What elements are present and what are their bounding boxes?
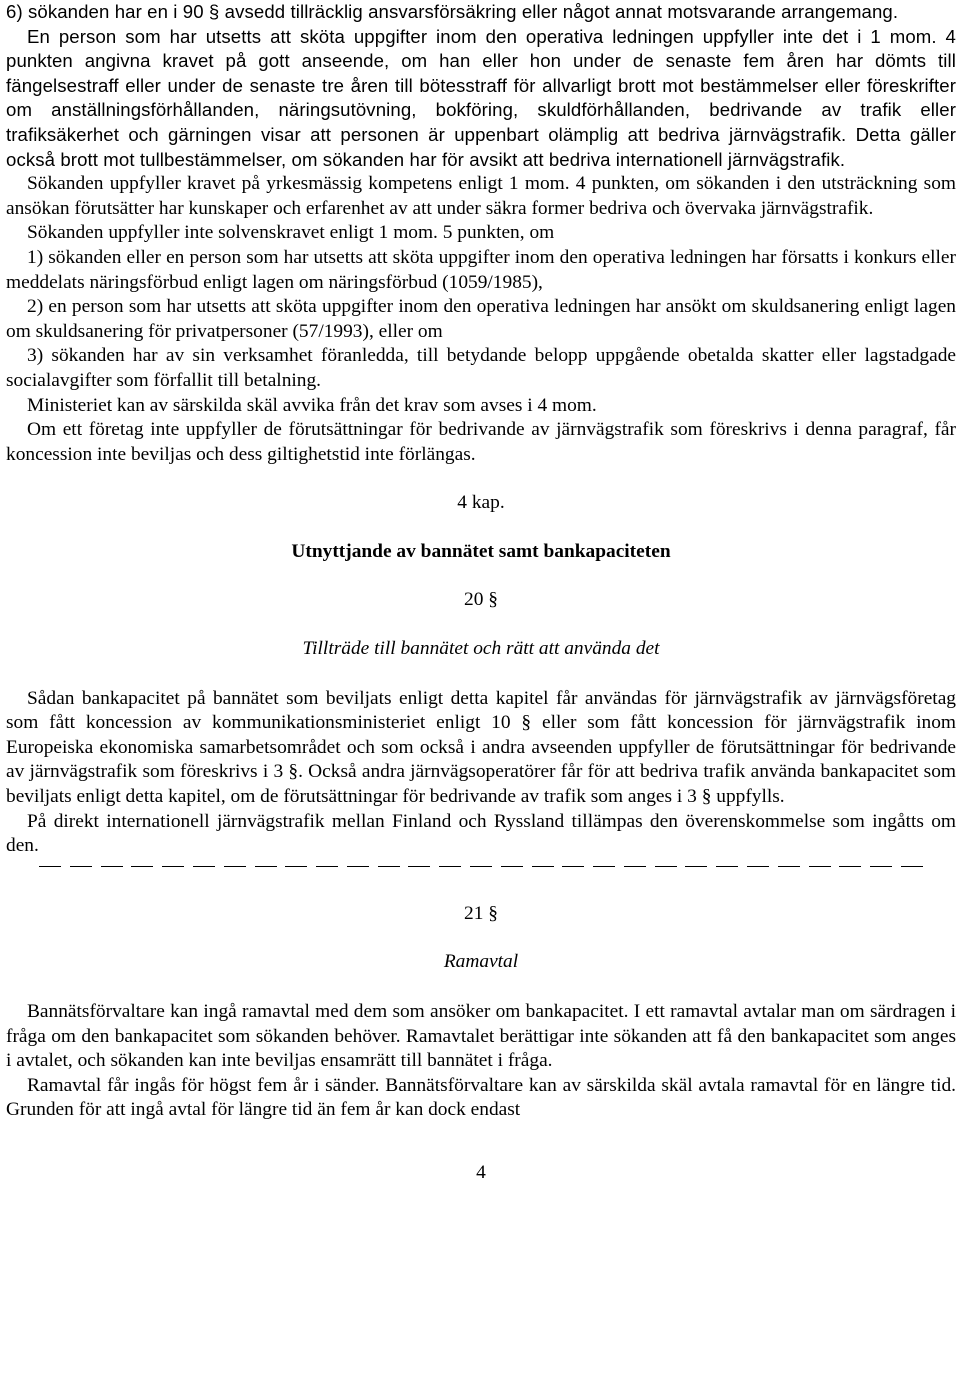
paragraph-item-1: 1) sökanden eller en person som har utsetts att sköta uppgifter inom den operativa ledningen har försatts i konkurs eller meddelats näringsförbud enligt lagen om näringsförbud (1059/1985), xyxy=(6,246,956,293)
section-20-paragraph-1: Sådan bankapacitet på bannätet som beviljats enligt detta kapitel får användas för järnvägstrafik av järnvägsföretag som fått koncession av kommunikationsministeriet enligt 10 § eller som fått koncession för järnvägstrafik inom Europeiska ekonomiska samarbetsområdet och som också i andra avseenden uppfyller de förutsättningar för bedrivande av järnvägstrafik som föreskrivs i 3 §. Också andra järnvägsoperatörer får för att bedriva trafik använda bankapacitet som beviljats enligt detta kapitel, om de förutsättningar för bedrivande av trafik som anges i 3 § uppfylls. xyxy=(6,687,956,808)
omission-separator xyxy=(6,854,956,876)
section-21-paragraph-1: Bannätsförvaltare kan ingå ramavtal med dem som ansöker om bankapacitet. I ett ramavtal avtalar man om särdragen i fråga om den bankapacitet som sökanden behöver. Ramavtalet berättigar inte sökanden att få den bankapacitet som anges i avtalet, och sökanden kan inte beviljas ensamrätt till bannätet i fråga. xyxy=(6,1001,956,1072)
paragraph-item-3: 3) sökanden har av sin verksamhet föranledda, till betydande belopp uppgående obetalda skatter eller lagstadgade socialavgifter som förfallit till betalning. xyxy=(6,345,956,391)
section-21-number: 21 § xyxy=(464,902,498,924)
section-20-paragraph-2: På direkt internationell järnvägstrafik mellan Finland och Ryssland tillämpas den överenskommelse som ingåtts om den. xyxy=(6,810,956,857)
paragraph-solvency: Sökanden uppfyller inte solvenskravet enligt 1 mom. 5 punkten, om xyxy=(27,222,555,244)
paragraph-ministry: Ministeriet kan av särskilda skäl avvika från det krav som avses i 4 mom. xyxy=(27,394,597,416)
paragraph-item-6: 6) sökanden har en i 90 § avsedd tillräcklig ansvarsförsäkring eller något annat motsvarande arrangemang. xyxy=(6,1,899,22)
section-21-body xyxy=(6,1000,956,1123)
chapter-title: Utnyttjande av bannätet samt bankapaciteten xyxy=(291,540,671,562)
section-20-body xyxy=(6,687,956,859)
chapter-number: 4 kap. xyxy=(457,492,505,514)
paragraph-competence: Sökanden uppfyller kravet på yrkesmässig kompetens enligt 1 mom. 4 punkten, om sökanden i den utsträckning som ansökan förutsätter har kunskaper och erfarenhet av att under säkra former bedriva och övervaka järnvägstrafik. xyxy=(6,173,956,219)
paragraph-item-2: 2) en person som har utsetts att sköta uppgifter inom den operativa ledningen har ansökt om skuldsanering enligt lagen om skuldsanering för privatpersoner (57/1993), eller om xyxy=(6,296,956,342)
page-number: 4 xyxy=(476,1161,486,1183)
top-text-block xyxy=(6,0,956,467)
document-page xyxy=(6,0,956,1186)
section-20-number: 20 § xyxy=(464,589,498,611)
section-20-title: Tillträde till bannätet och rätt att använda det xyxy=(302,638,660,660)
paragraph-good-repute: En person som har utsetts att sköta uppgifter inom den operativa ledningen uppfyller inte det i 1 mom. 4 punkten angivna kravet på gott anseende, om han eller hon under de senaste fem åren har dömts till fängelsestraff eller under de senaste tre åren till bötesstraff för allvarligt brott mot bestämmelser eller föreskrifter om anställningsförhållanden, näringsutövning, bokföring, skuldförhållanden, bedrivande av trafik eller trafiksäkerhet och gärningen visar att personen är uppenbart olämplig att bedriva järnvägstrafik. Detta gäller också brott mot tullbestämmelser, om sökanden har för avsikt att bedriva internationell järnvägstrafik. xyxy=(6,25,956,170)
section-21-title: Ramavtal xyxy=(443,951,519,973)
section-21-paragraph-2: Ramavtal får ingås för högst fem år i sänder. Bannätsförvaltare kan av särskilda skäl avtala ramavtal för en längre tid. Grunden för att ingå avtal för längre tid än fem år kan dock endast xyxy=(6,1074,956,1121)
paragraph-concession: Om ett företag inte uppfyller de förutsättningar för bedrivande av järnvägstrafik som föreskrivs i denna paragraf, får koncession inte beviljas och dess giltighetstid inte förlängas. xyxy=(6,419,956,465)
